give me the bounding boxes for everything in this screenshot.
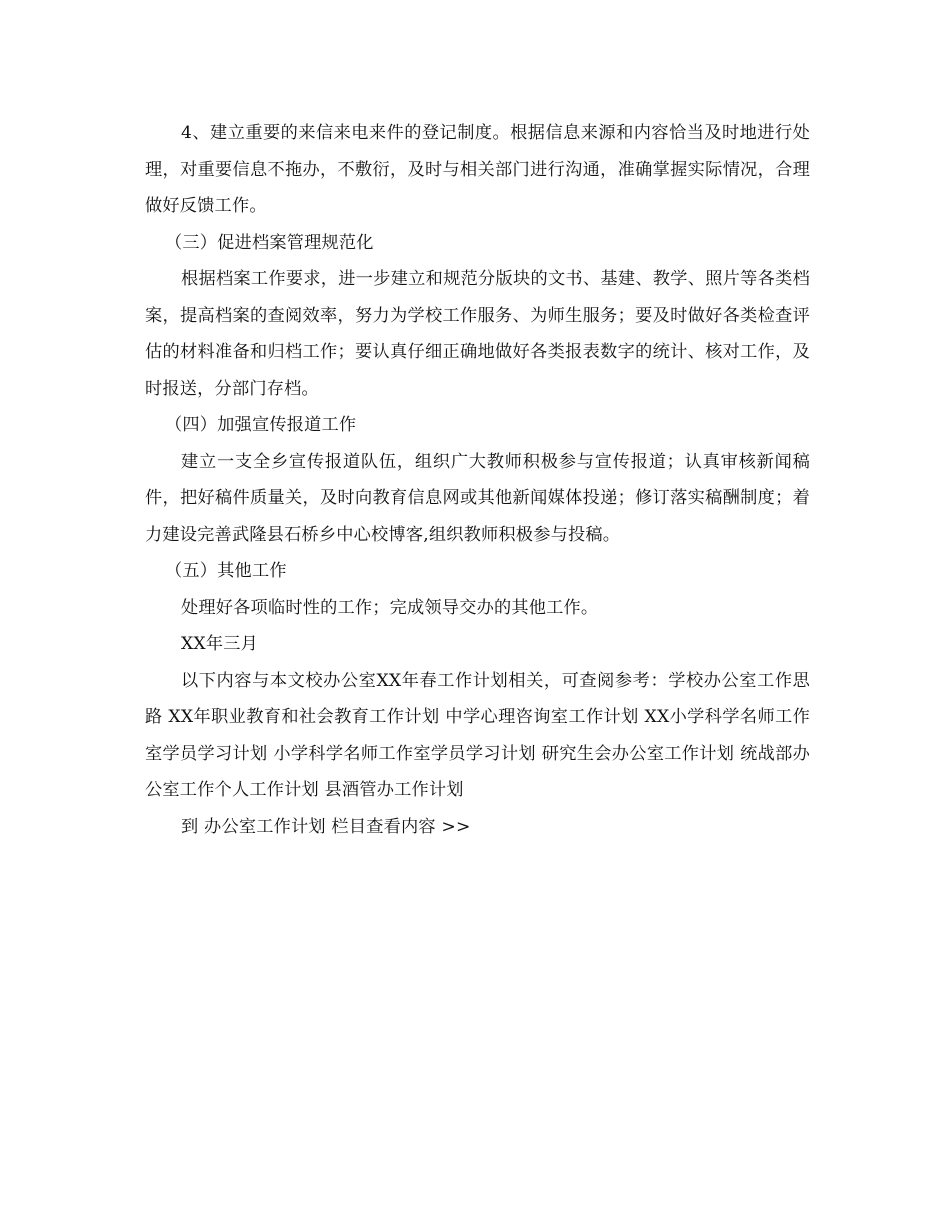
paragraph-text: 根据档案工作要求，进一步建立和规范分版块的文书、基建、教学、照片等各类档案，提高档案的查阅效率，努力为学校工作服务、为师生服务；要及时做好各类检查评估的材料准备和归档工作；要认真仔细正确地做好各类报表数字的统计、核对工作，及时报送，分部门存档。 — [145, 269, 810, 399]
heading-text: （四）加强宣传报道工作 — [165, 415, 357, 435]
related-links-text[interactable]: 以下内容与本文校办公室XX年春工作计划相关，可查阅参考：学校办公室工作思路 XX年职业教育和社会教育工作计划 中学心理咨询室工作计划 XX小学科学名师工作室学员学习计划 小学科学名师工作室学员学习计划 研究生会办公室工作计划 统战部办公室工作个人工作计划 县酒管办工作计划 — [145, 670, 810, 800]
paragraph-item-4 — [145, 115, 810, 225]
column-link-text[interactable]: 到 办公室工作计划 栏目查看内容 >> — [181, 816, 471, 837]
date-text: XX年三月 — [181, 634, 259, 654]
paragraph-other — [145, 590, 810, 627]
date-line — [145, 626, 810, 663]
section-heading-publicity — [145, 407, 810, 444]
heading-text: （三）促进档案管理规范化 — [165, 232, 374, 253]
section-heading-other — [145, 553, 810, 590]
paragraph-text: 建立一支全乡宣传报道队伍，组织广大教师积极参与宣传报道；认真审核新闻稿件，把好稿件质量关，及时向教育信息网或其他新闻媒体投递；修订落实稿酬制度；着力建设完善武隆县石桥乡中心校博客,组织教师积极参与投稿。 — [145, 451, 810, 545]
column-link-paragraph — [145, 809, 810, 846]
heading-text: （五）其他工作 — [165, 561, 287, 581]
section-heading-archives — [145, 225, 810, 262]
related-links-paragraph — [145, 663, 810, 809]
paragraph-publicity — [145, 444, 810, 554]
paragraph-text: 处理好各项临时性的工作；完成领导交办的其他工作。 — [181, 597, 599, 618]
document-body — [145, 115, 810, 845]
paragraph-text: 4、建立重要的来信来电来件的登记制度。根据信息来源和内容恰当及时地进行处理，对重要信息不拖办，不敷衍，及时与相关部门进行沟通，准确掌握实际情况，合理做好反馈工作。 — [145, 123, 810, 216]
paragraph-archives — [145, 261, 810, 407]
